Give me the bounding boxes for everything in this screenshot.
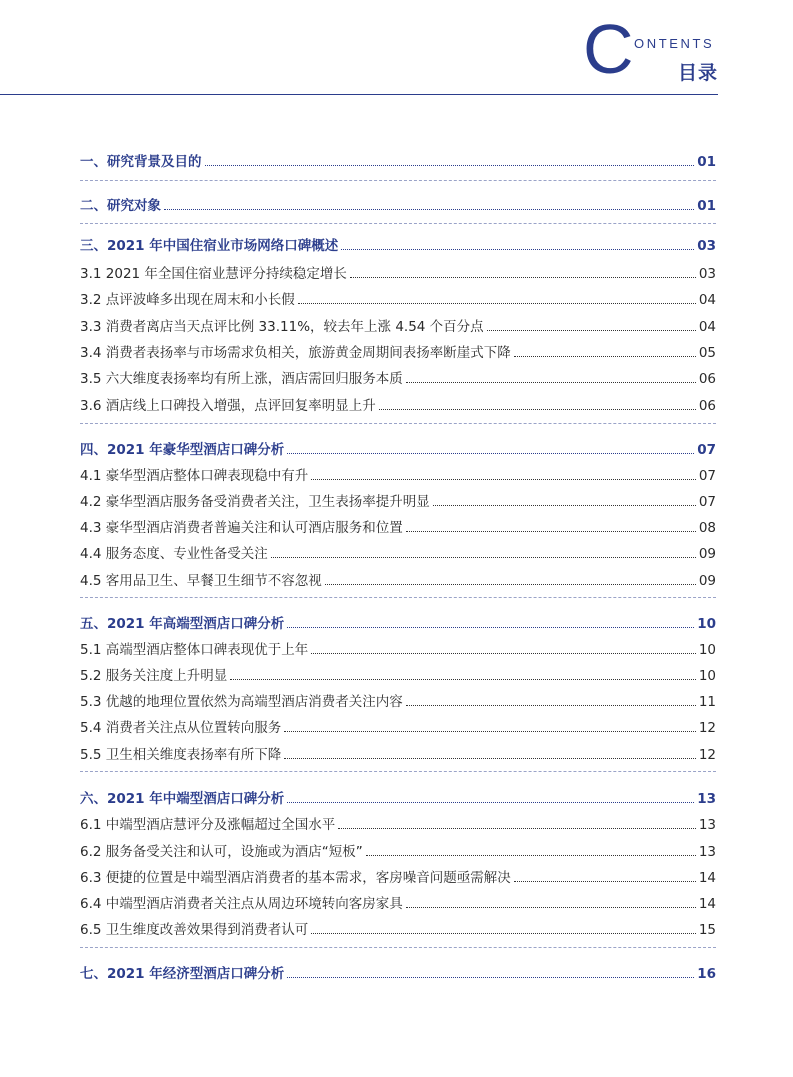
dot-leader [311, 479, 696, 480]
toc-entry-title: 3.4 消费者表扬率与市场需求负相关，旅游黄金周期间表扬率断崖式下降 [80, 345, 511, 361]
dot-leader [205, 165, 695, 166]
dot-leader [325, 584, 696, 585]
toc-page-number: 14 [698, 896, 716, 912]
dot-leader [284, 758, 696, 759]
toc-entry-title: 五、2021 年高端型酒店口碑分析 [80, 616, 285, 632]
toc-page-number: 06 [698, 398, 716, 414]
section-separator [80, 180, 716, 181]
toc-subsection-entry[interactable] [80, 315, 716, 335]
toc-page-number: 13 [698, 844, 716, 860]
header-contents-label: ONTENTS [634, 36, 715, 51]
toc-subsection-entry[interactable] [80, 918, 716, 938]
toc-subsection-entry[interactable] [80, 341, 716, 361]
toc-section-entry[interactable] [80, 612, 716, 632]
dot-leader [298, 303, 696, 304]
toc-subsection-entry[interactable] [80, 490, 716, 510]
toc-page-number: 01 [697, 154, 716, 170]
dot-leader [406, 382, 696, 383]
toc-page-number: 05 [698, 345, 716, 361]
toc-entry-title: 6.1 中端型酒店慧评分及涨幅超过全国水平 [80, 817, 336, 833]
toc-entry-title: 6.5 卫生维度改善效果得到消费者认可 [80, 922, 309, 938]
toc-page-number: 08 [698, 520, 716, 536]
dot-leader [287, 453, 694, 454]
toc-entry-title: 5.1 高端型酒店整体口碑表现优于上年 [80, 642, 309, 658]
toc-entry-title: 七、2021 年经济型酒店口碑分析 [80, 966, 285, 982]
toc-section-entry[interactable] [80, 194, 716, 214]
toc-section-entry[interactable] [80, 234, 716, 254]
toc-subsection-entry[interactable] [80, 464, 716, 484]
dot-leader [230, 679, 696, 680]
dot-leader [366, 855, 696, 856]
dot-leader [406, 907, 696, 908]
toc-entry-title: 5.4 消费者关注点从位置转向服务 [80, 720, 282, 736]
toc-subsection-entry[interactable] [80, 394, 716, 414]
toc-subsection-entry[interactable] [80, 569, 716, 589]
toc-subsection-entry[interactable] [80, 542, 716, 562]
dot-leader [341, 249, 694, 250]
toc-page-number: 10 [697, 616, 716, 632]
dot-leader [406, 531, 696, 532]
toc-page-number: 07 [698, 494, 716, 510]
toc-subsection-entry[interactable] [80, 516, 716, 536]
toc-entry-title: 四、2021 年豪华型酒店口碑分析 [80, 442, 285, 458]
toc-page-number: 14 [698, 870, 716, 886]
toc-page-number: 13 [698, 817, 716, 833]
toc-page-number: 13 [697, 791, 716, 807]
toc-page-number: 04 [698, 292, 716, 308]
toc-entry-title: 二、研究对象 [80, 198, 161, 214]
toc-entry-title: 4.2 豪华型酒店服务备受消费者关注，卫生表扬率提升明显 [80, 494, 430, 510]
toc-page-number: 10 [698, 642, 716, 658]
toc-subsection-entry[interactable] [80, 743, 716, 763]
dot-leader [487, 330, 696, 331]
toc-subsection-entry[interactable] [80, 664, 716, 684]
toc-entry-title: 3.1 2021 年全国住宿业慧评分持续稳定增长 [80, 266, 347, 282]
toc-entry-title: 5.3 优越的地理位置依然为高端型酒店消费者关注内容 [80, 694, 403, 710]
dot-leader [433, 505, 696, 506]
toc-entry-title: 6.2 服务备受关注和认可，设施或为酒店“短板” [80, 844, 363, 860]
toc-page-number: 09 [698, 573, 716, 589]
toc-page-number: 06 [698, 371, 716, 387]
dot-leader [514, 881, 696, 882]
toc-page-number: 03 [697, 238, 716, 254]
toc-entry-title: 4.5 客用品卫生、早餐卫生细节不容忽视 [80, 573, 322, 589]
dot-leader [514, 356, 696, 357]
toc-subsection-entry[interactable] [80, 690, 716, 710]
toc-entry-title: 4.4 服务态度、专业性备受关注 [80, 546, 268, 562]
toc-subsection-entry[interactable] [80, 262, 716, 282]
section-separator [80, 597, 716, 598]
toc-section-entry[interactable] [80, 150, 716, 170]
toc-section-entry[interactable] [80, 787, 716, 807]
section-separator [80, 223, 716, 224]
toc-page-number: 04 [698, 319, 716, 335]
toc-page-number: 03 [698, 266, 716, 282]
header-letter-c: C [583, 10, 634, 88]
toc-entry-title: 三、2021 年中国住宿业市场网络口碑概述 [80, 238, 339, 254]
toc-page-number: 15 [698, 922, 716, 938]
toc-subsection-entry[interactable] [80, 813, 716, 833]
dot-leader [338, 828, 696, 829]
toc-page-number: 07 [697, 442, 716, 458]
dot-leader [350, 277, 696, 278]
toc-subsection-entry[interactable] [80, 288, 716, 308]
toc-page-number: 16 [697, 966, 716, 982]
toc-page-number: 10 [698, 668, 716, 684]
toc-page-number: 12 [698, 720, 716, 736]
page-title: 目录 [678, 62, 719, 84]
toc-page-number: 01 [697, 198, 716, 214]
dot-leader [287, 802, 694, 803]
toc-page-number: 12 [698, 747, 716, 763]
toc-page-number: 11 [698, 694, 716, 710]
toc-entry-title: 3.6 酒店线上口碑投入增强，点评回复率明显上升 [80, 398, 376, 414]
toc-entry-title: 一、研究背景及目的 [80, 154, 202, 170]
toc-entry-title: 6.3 便捷的位置是中端型酒店消费者的基本需求，客房噪音问题亟需解决 [80, 870, 511, 886]
dot-leader [271, 557, 696, 558]
toc-page-number: 09 [698, 546, 716, 562]
toc-subsection-entry[interactable] [80, 367, 716, 387]
toc-entry-title: 3.2 点评波峰多出现在周末和小长假 [80, 292, 295, 308]
toc-entry-title: 5.2 服务关注度上升明显 [80, 668, 228, 684]
toc-section-entry[interactable] [80, 438, 716, 458]
toc-subsection-entry[interactable] [80, 866, 716, 886]
dot-leader [284, 731, 696, 732]
dot-leader [287, 627, 694, 628]
toc-subsection-entry[interactable] [80, 892, 716, 912]
toc-section-entry[interactable] [80, 962, 716, 982]
section-separator [80, 771, 716, 772]
toc-entry-title: 六、2021 年中端型酒店口碑分析 [80, 791, 285, 807]
toc-entry-title: 4.1 豪华型酒店整体口碑表现稳中有升 [80, 468, 309, 484]
section-separator [80, 423, 716, 424]
toc-subsection-entry[interactable] [80, 638, 716, 658]
dot-leader [406, 705, 696, 706]
toc-subsection-entry[interactable] [80, 840, 716, 860]
toc-page-number: 07 [698, 468, 716, 484]
toc-entry-title: 4.3 豪华型酒店消费者普遍关注和认可酒店服务和位置 [80, 520, 403, 536]
toc-entry-title: 3.5 六大维度表扬率均有所上涨，酒店需回归服务本质 [80, 371, 403, 387]
dot-leader [379, 409, 696, 410]
section-separator [80, 947, 716, 948]
dot-leader [287, 977, 694, 978]
dot-leader [164, 209, 694, 210]
toc-entry-title: 6.4 中端型酒店消费者关注点从周边环境转向客房家具 [80, 896, 403, 912]
toc-entry-title: 3.3 消费者离店当天点评比例 33.11%，较去年上涨 4.54 个百分点 [80, 319, 484, 335]
dot-leader [311, 653, 696, 654]
toc-subsection-entry[interactable] [80, 716, 716, 736]
dot-leader [311, 933, 696, 934]
toc-entry-title: 5.5 卫生相关维度表扬率有所下降 [80, 747, 282, 763]
